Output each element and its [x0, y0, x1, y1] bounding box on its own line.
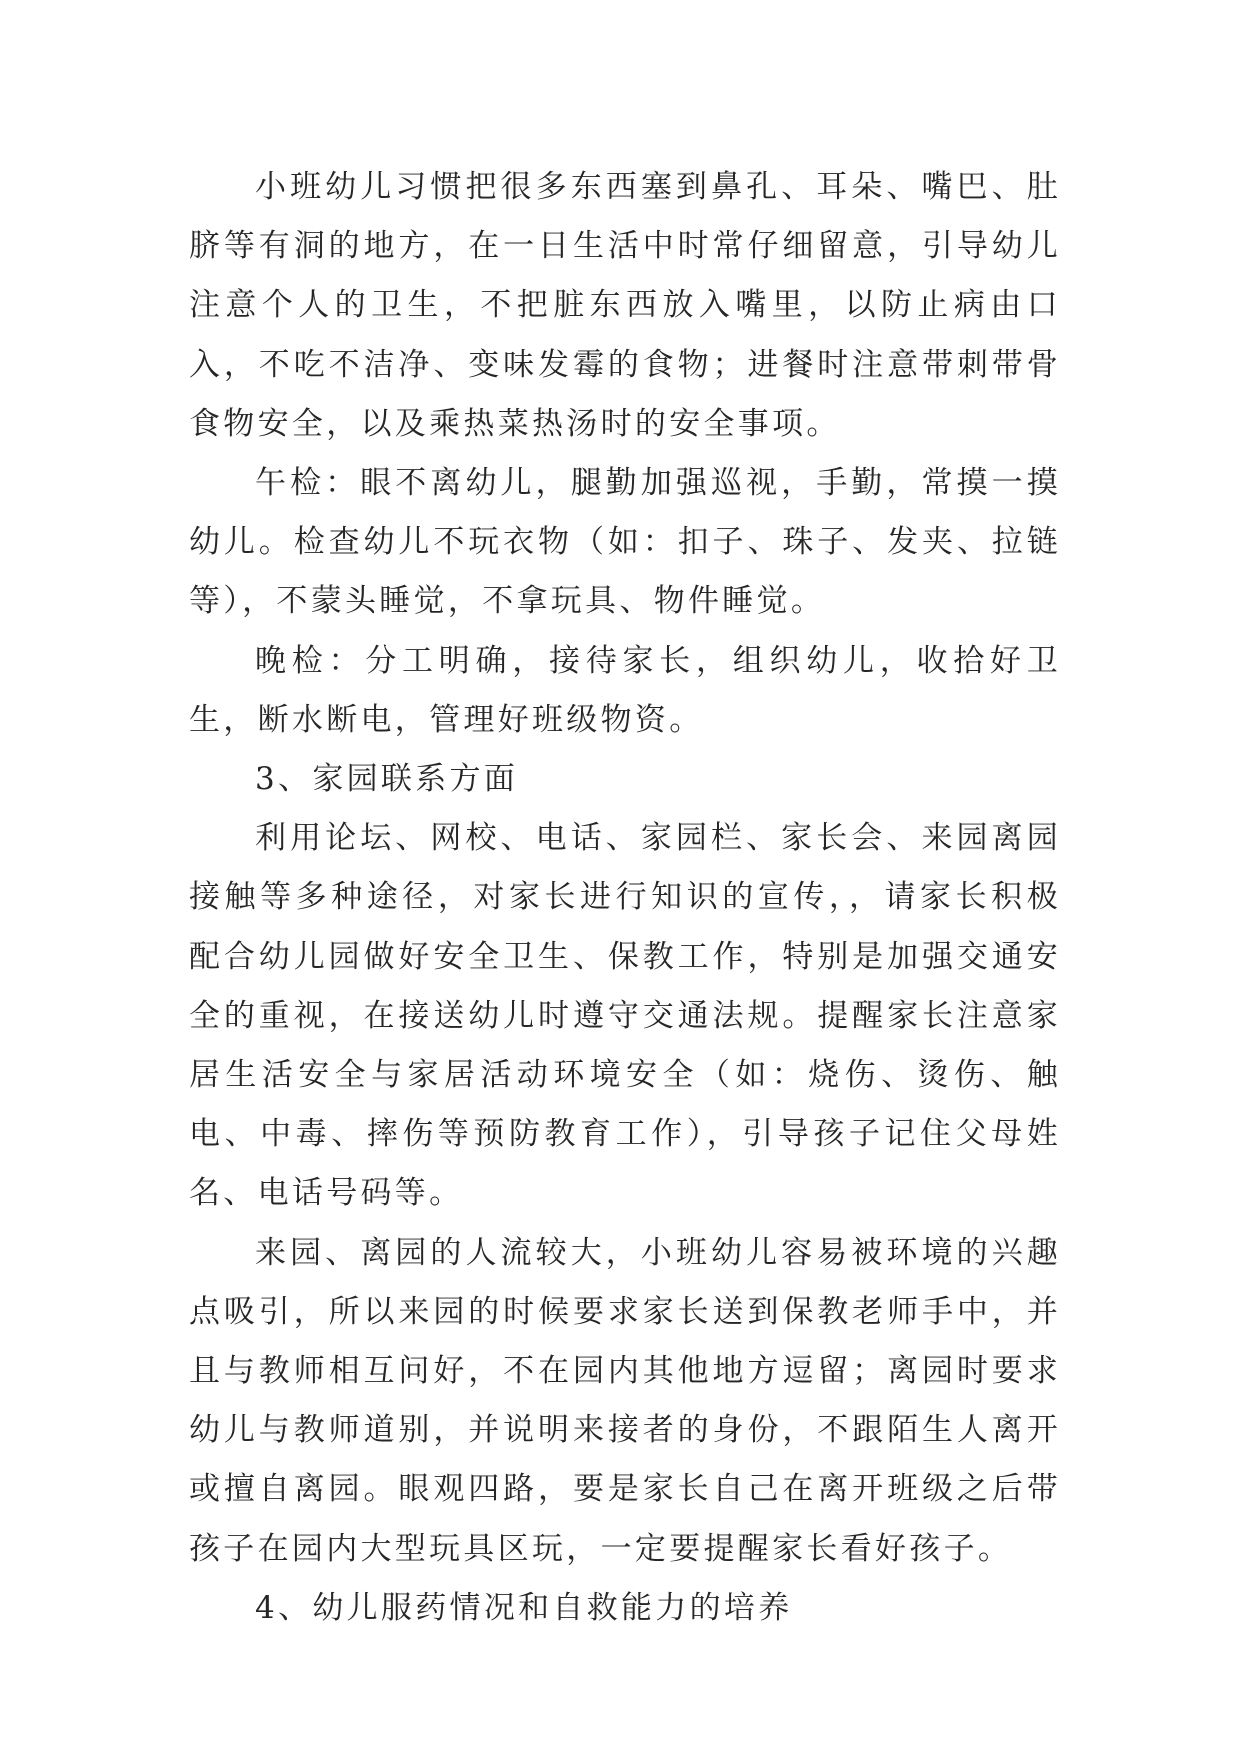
- paragraph-home-school-contact: 利用论坛、网校、电话、家园栏、家长会、来园离园接触等多种途径，对家长进行知识的宣传，，请家长积极配合幼儿园做好安全卫生、保教工作，特别是加强交通安全的重视，在接送幼儿时遵守交通法规。提醒家长注意家居生活安全与家居活动环境安全（如：烧伤、烫伤、触电、中毒、摔伤等预防教育工作），引导孩子记住父母姓名、电话号码等。: [189, 820, 1061, 1212]
- paragraph-evening-check: 晚检：分工明确，接待家长，组织幼儿，收拾好卫生，断水断电，管理好班级物资。: [189, 642, 1061, 738]
- paragraph-noon-check: 午检：眼不离幼儿，腿勤加强巡视，手勤，常摸一摸幼儿。检查幼儿不玩衣物（如：扣子、珠子、发夹、拉链等），不蒙头睡觉，不拿玩具、物件睡觉。: [189, 465, 1061, 620]
- document-page: [189, 158, 1061, 1638]
- paragraph-hygiene: 小班幼儿习惯把很多东西塞到鼻孔、耳朵、嘴巴、肚脐等有洞的地方，在一日生活中时常仔细留意，引导幼儿注意个人的卫生，不把脏东西放入嘴里，以防止病由口入，不吃不洁净、变味发霉的食物；进餐时注意带刺带骨食物安全，以及乘热菜热汤时的安全事项。: [189, 169, 1061, 442]
- paragraph-arrival-departure: 来园、离园的人流较大，小班幼儿容易被环境的兴趣点吸引，所以来园的时候要求家长送到保教老师手中，并且与教师相互问好，不在园内其他地方逗留；离园时要求幼儿与教师道别，并说明来接者的身份，不跟陌生人离开或擅自离园。眼观四路，要是家长自己在离开班级之后带孩子在园内大型玩具区玩，一定要提醒家长看好孩子。: [189, 1234, 1061, 1567]
- section-heading-home-school: 3、家园联系方面: [255, 761, 519, 798]
- section-heading-medication: 4、幼儿服药情况和自救能力的培养: [255, 1589, 793, 1626]
